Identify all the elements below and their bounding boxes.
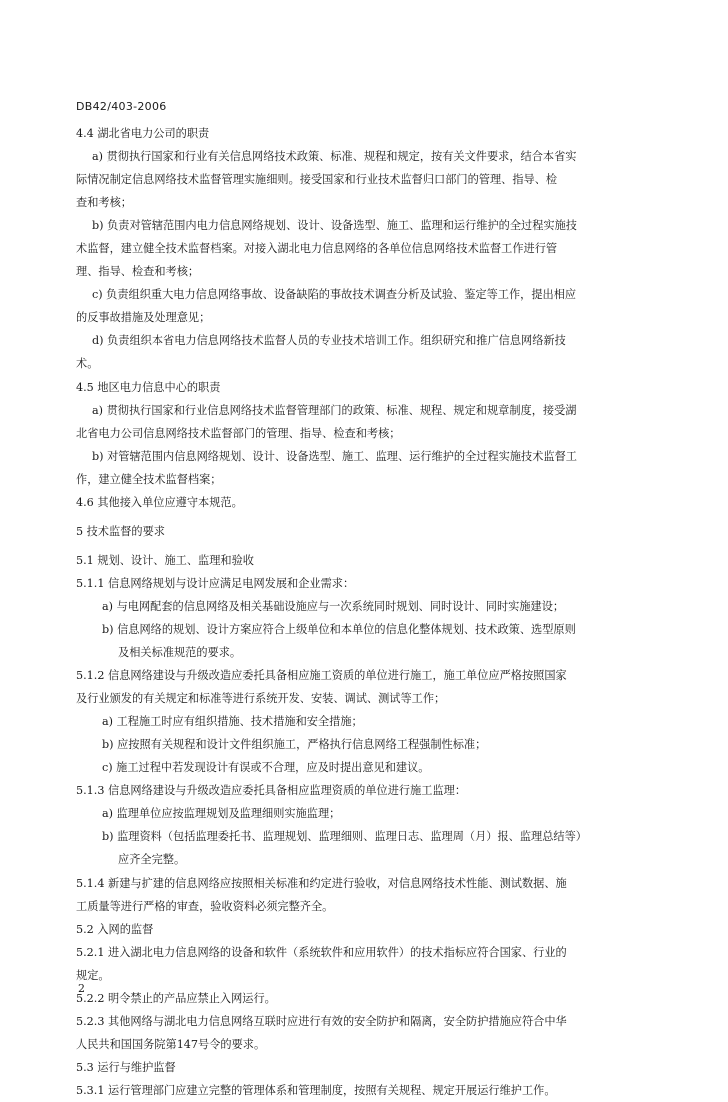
text-line: 作，建立健全技术监督档案；: [76, 472, 222, 486]
clause-line: 5.2.2 明令禁止的产品应禁止入网运行。: [76, 991, 276, 1005]
clause-line: 5.2.1 进入湖北电力信息网络的设备和软件（系统软件和应用软件）的技术指标应符合国家、行业的: [76, 945, 567, 959]
text-line: b) 对管辖范围内信息网络规划、设计、设备选型、施工、监理、运行维护的全过程实施技术监督工: [92, 449, 577, 463]
text-line: c) 施工过程中若发现设计有误或不合理，应及时提出意见和建议。: [102, 761, 430, 775]
document-body: [76, 122, 654, 1102]
text-line: a) 贯彻执行国家和行业信息网络技术监督管理部门的政策、标准、规程、规定和规章制度，接受湖: [92, 403, 577, 417]
text-line: 工质量等进行严格的审查，验收资料必须完整齐全。: [76, 899, 334, 913]
text-line: b) 负责对管辖范围内电力信息网络规划、设计、设备选型、施工、监理和运行维护的全过程实施技: [92, 219, 577, 233]
clause-line: 5.1.1 信息网络规划与设计应满足电网发展和企业需求：: [76, 576, 355, 590]
text-line: b) 监理资料（包括监理委托书、监理规划、监理细则、监理日志、监理周（月）报、监理总结等）: [102, 830, 587, 844]
text-line: 术。: [76, 357, 99, 371]
chapter-heading: 5 技术监督的要求: [76, 524, 165, 538]
section-heading: 4.5 地区电力信息中心的职责: [76, 380, 221, 394]
section-heading: 5.3 运行与维护监督: [76, 1060, 176, 1074]
text-line: 及行业颁发的有关规定和标准等进行系统开发、安装、调试、测试等工作；: [76, 692, 446, 706]
text-line: d) 负责组织本省电力信息网络技术监督人员的专业技术培训工作。组织研究和推广信息网络新技: [92, 334, 566, 348]
text-line: c) 负责组织重大电力信息网络事故、设备缺陷的事故技术调查分析及试验、鉴定等工作，提出相应: [92, 288, 577, 302]
text-line: a) 工程施工时应有组织措施、技术措施和安全措施；: [102, 715, 363, 729]
text-line: 术监督，建立健全技术监督档案。对接入湖北电力信息网络的各单位信息网络技术监督工作进行管: [76, 242, 558, 256]
page-number: 2: [78, 982, 85, 995]
section-heading: 5.2 入网的监督: [76, 922, 154, 936]
text-line: 规定。: [76, 968, 110, 982]
text-line: a) 贯彻执行国家和行业有关信息网络技术政策、标准、规程和规定，按有关文件要求，结合本省实: [92, 150, 577, 164]
text-line: a) 监理单位应按监理规划及监理细则实施监理；: [102, 807, 341, 821]
clause-line: 5.1.3 信息网络建设与升级改造应委托具备相应监理资质的单位进行施工监理：: [76, 784, 467, 798]
text-line: 查和考核；: [76, 196, 132, 210]
text-line: 的反事故措施及处理意见；: [76, 311, 211, 325]
text-line: b) 信息网络的规划、设计方案应符合上级单位和本单位的信息化整体规划、技术政策、选型原则: [102, 622, 576, 636]
text-line: 人民共和国国务院第147号令的要求。: [76, 1037, 266, 1051]
text-line: a) 与电网配套的信息网络及相关基础设施应与一次系统同时规划、同时设计、同时实施建设；: [102, 599, 565, 613]
section-heading: 4.4 湖北省电力公司的职责: [76, 127, 210, 140]
text-line: 理、指导、检查和考核；: [76, 265, 200, 279]
text-line: 及相关标准规范的要求。: [118, 646, 242, 660]
clause-line: 5.2.3 其他网络与湖北电力信息网络互联时应进行有效的安全防护和隔离，安全防护措施应符合中华: [76, 1014, 567, 1028]
text-line: 际情况制定信息网络技术监督管理实施细则。接受国家和行业技术监督归口部门的管理、指导、检: [76, 173, 558, 187]
clause-line: 5.3.1 运行管理部门应建立完整的管理体系和管理制度，按照有关规程、规定开展运行维护工作。: [76, 1083, 556, 1097]
clause-line: 5.1.2 信息网络建设与升级改造应委托具备相应施工资质的单位进行施工，施工单位应严格按照国家: [76, 669, 567, 683]
text-line: 北省电力公司信息网络技术监督部门的管理、指导、检查和考核；: [76, 426, 401, 440]
text-line: 应齐全完整。: [118, 853, 186, 867]
text-line: b) 应按照有关规程和设计文件组织施工，严格执行信息网络工程强制性标准；: [102, 738, 487, 752]
clause-line: 5.1.4 新建与扩建的信息网络应按照相关标准和约定进行验收，对信息网络技术性能、测试数据、施: [76, 876, 567, 890]
document-id: DB42/403-2006: [76, 100, 167, 113]
section-heading: 5.1 规划、设计、施工、监理和验收: [76, 553, 254, 567]
section-heading: 4.6 其他接入单位应遵守本规范。: [76, 495, 243, 509]
